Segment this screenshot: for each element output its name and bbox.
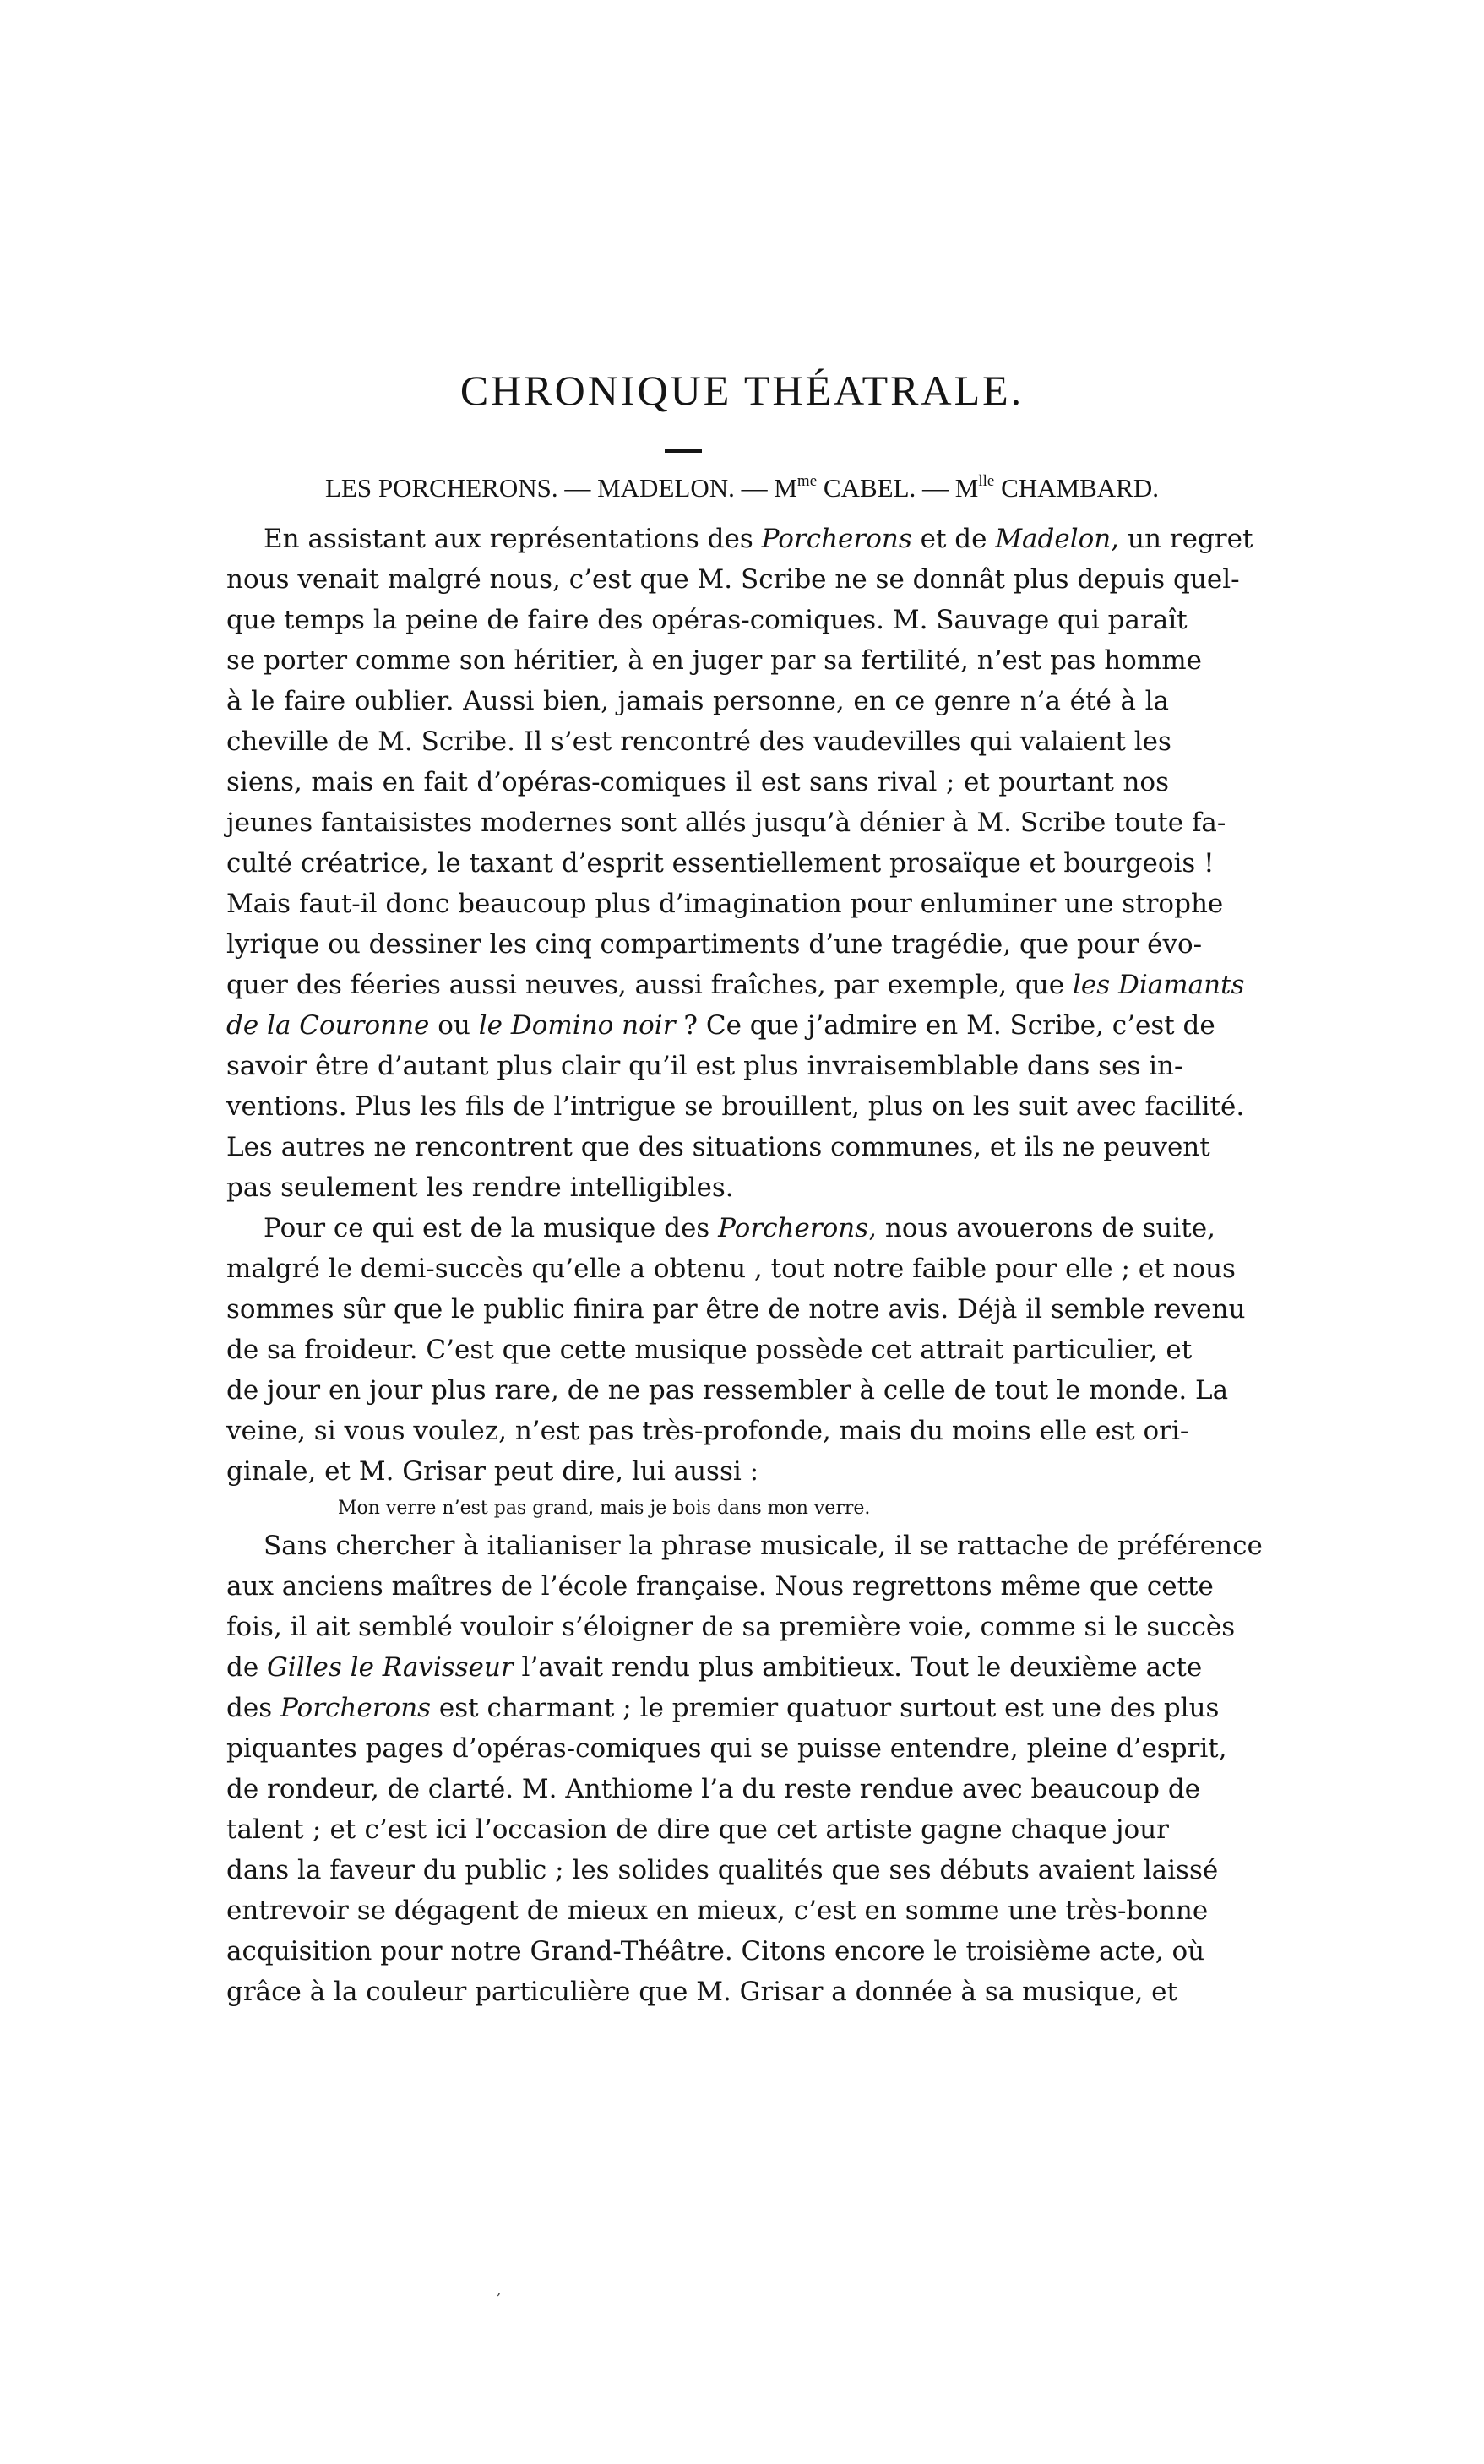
subtitle-part-1: LES PORCHERONS. — MADELON. — M [325, 473, 797, 503]
italic-segment: Porcherons [280, 1693, 432, 1723]
subtitle-part-2: CABEL. — M [817, 473, 979, 503]
text-line [226, 884, 1224, 924]
text-line [226, 1451, 1169, 1492]
text-line [226, 1809, 1169, 1850]
text-segment: En assistant aux représentations des [264, 524, 762, 554]
text-segment: nous venait malgré nous, c’est que M. Scribe ne se donnât plus depuis quel- [226, 564, 1240, 595]
text-segment: talent ; et c’est ici l’occasion de dire que cet artiste gagne chaque jour [226, 1814, 1169, 1845]
text-line [226, 1330, 1193, 1370]
subtitle-sup-2: lle [978, 471, 995, 490]
text-segment: que temps la peine de faire des opéras-comiques. M. Sauvage qui paraît [226, 605, 1188, 635]
text-segment: ginale, et M. Grisar peut dire, lui aussi : [226, 1456, 759, 1487]
subtitle-sup-1: me [796, 471, 818, 490]
text-segment: malgré le demi-succès qu’elle a obtenu , tout notre faible pour elle ; et nous [226, 1254, 1236, 1284]
text-line [226, 1769, 1201, 1809]
text-line [226, 1972, 1177, 2012]
text-segment: l’avait rendu plus ambitieux. Tout le deuxième acte [513, 1652, 1203, 1683]
italic-segment: le Domino noir [478, 1010, 676, 1041]
text-line [226, 1208, 1215, 1248]
text-segment: Mon verre n’est pas grand, mais je bois dans mon verre. [338, 1498, 871, 1519]
text-line [226, 1566, 1214, 1607]
text-line [226, 1248, 1236, 1289]
text-segment: fois, il ait semblé vouloir s’éloigner de sa première voie, comme si le succès [226, 1612, 1236, 1642]
text-segment: à le faire oublier. Aussi bien, jamais personne, en ce genre n’a été à la [226, 686, 1169, 716]
title-divider [665, 449, 702, 453]
text-line [226, 1127, 1210, 1167]
text-segment: grâce à la couleur particulière que M. Grisar a donnée à sa musique, et [226, 1977, 1177, 2007]
text-segment: lyrique ou dessiner les cinq compartiments d’une tragédie, que pour évo- [226, 929, 1203, 960]
text-segment: culté créatrice, le taxant d’esprit essentiellement prosaïque et bourgeois ! [226, 848, 1215, 878]
text-segment: entrevoir se dégagent de mieux en mieux, c’est en somme une très-bonne [226, 1896, 1209, 1926]
text-segment: est charmant ; le premier quatuor surtout est une des plus [431, 1693, 1220, 1723]
text-segment: de [226, 1652, 268, 1683]
article-body [226, 519, 1263, 2012]
page-title: CHRONIQUE THÉATRALE. [459, 367, 1025, 414]
text-line [226, 519, 1253, 559]
text-segment: siens, mais en fait d’opéras-comiques il est sans rival ; et pourtant nos [226, 767, 1169, 797]
text-segment: dans la faveur du public ; les solides qualités que ses débuts avaient laissé [226, 1855, 1219, 1885]
subtitle-part-3: CHAMBARD. [994, 473, 1159, 503]
text-segment: Mais faut-il donc beaucoup plus d’imagination pour enluminer une strophe [226, 889, 1224, 919]
text-segment: cheville de M. Scribe. Il s’est rencontré des vaudevilles qui valaient les [226, 726, 1171, 757]
text-segment: quer des féeries aussi neuves, aussi fraîches, par exemple, que [226, 970, 1073, 1000]
text-line [226, 640, 1202, 681]
text-segment: sommes sûr que le public finira par être de notre avis. Déjà il semble revenu [226, 1294, 1246, 1324]
text-segment: savoir être d’autant plus clair qu’il est plus invraisemblable dans ses in- [226, 1051, 1183, 1081]
text-line [226, 762, 1169, 802]
text-segment: , nous avouerons de suite, [868, 1213, 1215, 1243]
text-line [226, 1890, 1209, 1931]
text-line [226, 1688, 1220, 1728]
text-segment: se porter comme son héritier, à en juger par sa fertilité, n’est pas homme [226, 645, 1202, 676]
text-segment: pas seulement les rendre intelligibles. [226, 1172, 734, 1203]
text-line [226, 1289, 1246, 1330]
text-segment: Pour ce qui est de la musique des [264, 1213, 719, 1243]
text-segment: jeunes fantaisistes modernes sont allés jusqu’à dénier à M. Scribe toute fa- [226, 808, 1226, 838]
text-line [226, 559, 1240, 600]
text-line [226, 1046, 1183, 1086]
article-subtitle [0, 471, 1484, 505]
text-line [226, 802, 1226, 843]
text-segment: ventions. Plus les fils de l’intrigue se brouillent, plus on les suit avec facilité. [226, 1091, 1245, 1122]
text-line [226, 1370, 1229, 1411]
text-line [226, 1850, 1219, 1890]
text-segment: et de [911, 524, 996, 554]
text-segment: aux anciens maîtres de l’école française. Nous regrettons même que cette [226, 1571, 1214, 1602]
text-segment: piquantes pages d’opéras-comiques qui se puisse entendre, pleine d’esprit, [226, 1733, 1227, 1764]
text-line [226, 1728, 1227, 1769]
quoted-verse [226, 1492, 1169, 1526]
text-line [226, 924, 1203, 965]
text-segment: Sans chercher à italianiser la phrase musicale, il se rattache de préférence [264, 1531, 1263, 1561]
text-segment: acquisition pour notre Grand-Théâtre. Citons encore le troisième acte, où [226, 1936, 1205, 1966]
text-line [226, 843, 1215, 884]
text-line [226, 1931, 1205, 1972]
text-line [226, 681, 1169, 721]
text-segment: des [226, 1693, 280, 1723]
italic-segment: Porcherons [761, 524, 912, 554]
text-line [226, 1005, 1215, 1046]
text-segment: ou [429, 1010, 479, 1041]
print-speck: , [497, 2281, 502, 2298]
text-line [226, 1086, 1245, 1127]
italic-segment: Gilles le Ravisseur [267, 1652, 514, 1683]
italic-segment: Madelon [995, 524, 1112, 554]
text-segment: veine, si vous voulez, n’est pas très-profonde, mais du moins elle est ori- [226, 1416, 1189, 1446]
text-segment: , un regret [1111, 524, 1253, 554]
text-segment: de sa froideur. C’est que cette musique possède cet attrait particulier, et [226, 1335, 1193, 1365]
text-line [226, 1526, 1263, 1566]
text-line [226, 721, 1169, 762]
italic-segment: Porcherons [718, 1213, 869, 1243]
text-line [226, 1647, 1203, 1688]
text-line [226, 1411, 1189, 1451]
text-line [226, 1607, 1236, 1647]
text-line [226, 965, 1245, 1005]
text-segment: de jour en jour plus rare, de ne pas ressembler à celle de tout le monde. La [226, 1375, 1229, 1406]
text-segment: de rondeur, de clarté. M. Anthiome l’a du reste rendue avec beaucoup de [226, 1774, 1201, 1804]
text-segment: ? Ce que j’admire en M. Scribe, c’est de [675, 1010, 1215, 1041]
text-segment: Les autres ne rencontrent que des situations communes, et ils ne peuvent [226, 1132, 1210, 1162]
italic-segment: les Diamants [1072, 970, 1245, 1000]
italic-segment: de la Couronne [226, 1010, 430, 1041]
text-line [226, 600, 1188, 640]
text-line [226, 1167, 1169, 1208]
